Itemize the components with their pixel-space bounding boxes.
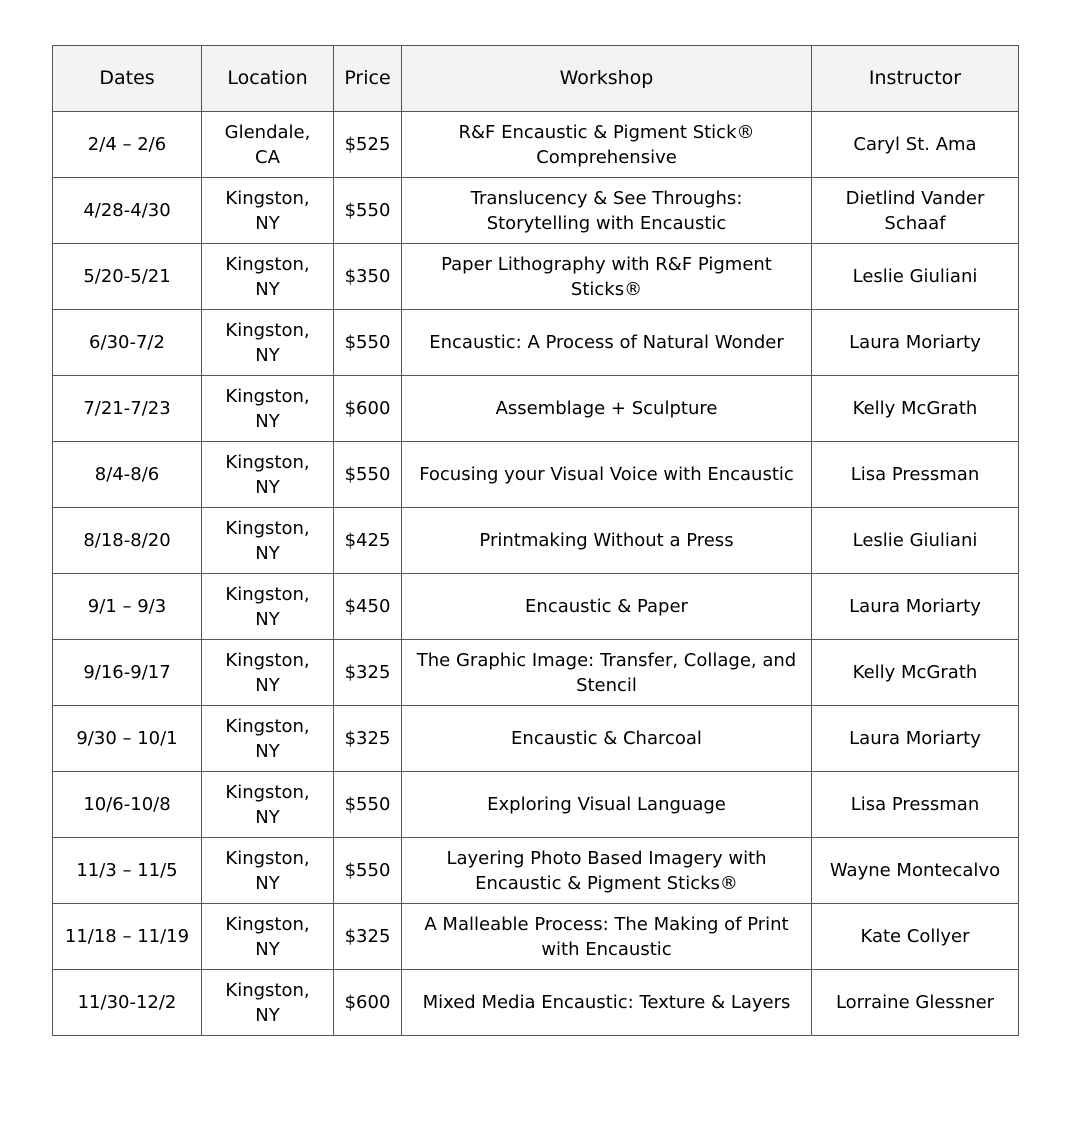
workshop-schedule-table — [52, 45, 1019, 1036]
cell-workshop: Mixed Media Encaustic: Texture & Layers — [402, 970, 812, 1036]
cell-instructor: Leslie Giuliani — [812, 244, 1019, 310]
table-row — [53, 706, 1019, 772]
header-location: Location — [202, 46, 334, 112]
cell-price: $325 — [334, 640, 402, 706]
cell-workshop: A Malleable Process: The Making of Print with Encaustic — [402, 904, 812, 970]
cell-dates: 9/16-9/17 — [53, 640, 202, 706]
cell-instructor: Lorraine Glessner — [812, 970, 1019, 1036]
cell-instructor: Lisa Pressman — [812, 772, 1019, 838]
cell-location: Kingston, NY — [202, 376, 334, 442]
cell-instructor: Kate Collyer — [812, 904, 1019, 970]
cell-dates: 4/28-4/30 — [53, 178, 202, 244]
cell-price: $325 — [334, 904, 402, 970]
cell-dates: 10/6-10/8 — [53, 772, 202, 838]
cell-price: $550 — [334, 310, 402, 376]
cell-instructor: Kelly McGrath — [812, 376, 1019, 442]
cell-workshop: Exploring Visual Language — [402, 772, 812, 838]
table-header — [53, 46, 1019, 112]
cell-location: Kingston, NY — [202, 244, 334, 310]
cell-location: Kingston, NY — [202, 640, 334, 706]
cell-dates: 8/18-8/20 — [53, 508, 202, 574]
cell-workshop: Encaustic: A Process of Natural Wonder — [402, 310, 812, 376]
cell-instructor: Laura Moriarty — [812, 310, 1019, 376]
table-body — [53, 112, 1019, 1036]
cell-price: $600 — [334, 376, 402, 442]
cell-workshop: R&F Encaustic & Pigment Stick® Comprehensive — [402, 112, 812, 178]
cell-price: $600 — [334, 970, 402, 1036]
cell-location: Kingston, NY — [202, 772, 334, 838]
table-row — [53, 904, 1019, 970]
cell-location: Kingston, NY — [202, 838, 334, 904]
cell-workshop: Layering Photo Based Imagery with Encaustic & Pigment Sticks® — [402, 838, 812, 904]
table-row — [53, 112, 1019, 178]
header-workshop: Workshop — [402, 46, 812, 112]
cell-dates: 11/18 – 11/19 — [53, 904, 202, 970]
table-row — [53, 244, 1019, 310]
cell-location: Kingston, NY — [202, 970, 334, 1036]
cell-price: $550 — [334, 178, 402, 244]
cell-instructor: Laura Moriarty — [812, 706, 1019, 772]
cell-workshop: Encaustic & Charcoal — [402, 706, 812, 772]
cell-workshop: Translucency & See Throughs: Storytelling with Encaustic — [402, 178, 812, 244]
cell-workshop: Encaustic & Paper — [402, 574, 812, 640]
table-row — [53, 508, 1019, 574]
header-dates: Dates — [53, 46, 202, 112]
cell-instructor: Caryl St. Ama — [812, 112, 1019, 178]
cell-workshop: Focusing your Visual Voice with Encaustic — [402, 442, 812, 508]
cell-location: Kingston, NY — [202, 442, 334, 508]
cell-location: Kingston, NY — [202, 574, 334, 640]
cell-instructor: Wayne Montecalvo — [812, 838, 1019, 904]
table-row — [53, 442, 1019, 508]
table-row — [53, 178, 1019, 244]
cell-price: $550 — [334, 442, 402, 508]
table-row — [53, 772, 1019, 838]
table-row — [53, 640, 1019, 706]
table-row — [53, 310, 1019, 376]
cell-price: $525 — [334, 112, 402, 178]
cell-location: Kingston, NY — [202, 310, 334, 376]
cell-price: $350 — [334, 244, 402, 310]
cell-dates: 7/21-7/23 — [53, 376, 202, 442]
cell-instructor: Kelly McGrath — [812, 640, 1019, 706]
cell-price: $325 — [334, 706, 402, 772]
cell-dates: 11/30-12/2 — [53, 970, 202, 1036]
cell-dates: 8/4-8/6 — [53, 442, 202, 508]
cell-dates: 5/20-5/21 — [53, 244, 202, 310]
cell-dates: 9/30 – 10/1 — [53, 706, 202, 772]
cell-instructor: Lisa Pressman — [812, 442, 1019, 508]
cell-location: Kingston, NY — [202, 508, 334, 574]
cell-dates: 9/1 – 9/3 — [53, 574, 202, 640]
cell-location: Kingston, NY — [202, 178, 334, 244]
cell-workshop: Printmaking Without a Press — [402, 508, 812, 574]
cell-price: $550 — [334, 772, 402, 838]
header-price: Price — [334, 46, 402, 112]
cell-location: Glendale, CA — [202, 112, 334, 178]
cell-dates: 6/30-7/2 — [53, 310, 202, 376]
table-row — [53, 574, 1019, 640]
cell-workshop: Assemblage + Sculpture — [402, 376, 812, 442]
cell-location: Kingston, NY — [202, 904, 334, 970]
cell-price: $450 — [334, 574, 402, 640]
header-instructor: Instructor — [812, 46, 1019, 112]
table-row — [53, 376, 1019, 442]
cell-instructor: Leslie Giuliani — [812, 508, 1019, 574]
table-row — [53, 838, 1019, 904]
header-row — [53, 46, 1019, 112]
cell-workshop: Paper Lithography with R&F Pigment Sticks® — [402, 244, 812, 310]
table-row — [53, 970, 1019, 1036]
cell-instructor: Dietlind Vander Schaaf — [812, 178, 1019, 244]
cell-dates: 2/4 – 2/6 — [53, 112, 202, 178]
cell-price: $550 — [334, 838, 402, 904]
cell-workshop: The Graphic Image: Transfer, Collage, and Stencil — [402, 640, 812, 706]
cell-dates: 11/3 – 11/5 — [53, 838, 202, 904]
cell-price: $425 — [334, 508, 402, 574]
cell-location: Kingston, NY — [202, 706, 334, 772]
cell-instructor: Laura Moriarty — [812, 574, 1019, 640]
